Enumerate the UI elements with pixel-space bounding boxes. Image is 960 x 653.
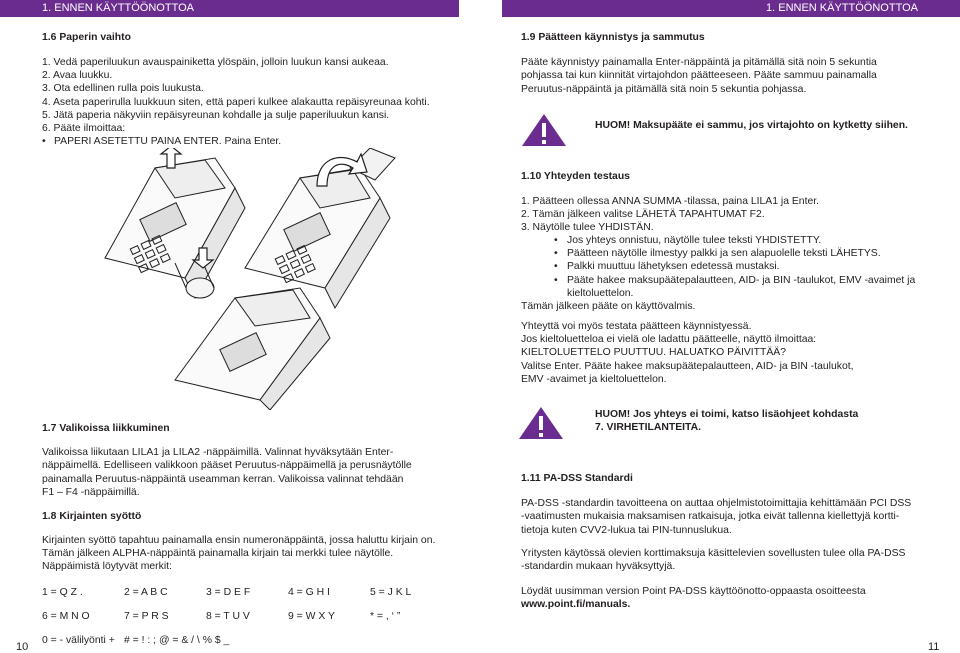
key-map: # = ! : ; @ = & / \ % $ _ <box>124 635 230 646</box>
test-bullet: • Palkki muuttuu lähetyksen edetessä mustaksi. <box>521 260 915 273</box>
menu-line: näppäimellä. Edelliseen valikkoon pääset Peruutus-näppäimellä ja perusnäytölle <box>42 460 412 472</box>
test-extra-line: Jos kieltoluetteloa ei vielä ole ladattu päätteelle, näyttö ilmoittaa: <box>521 334 817 346</box>
paper-step: 5. Jätä paperia näkyviin repäisyreunan kohdalle ja sulje paperiluukun kansi. <box>42 109 390 121</box>
test-extra-line: EMV -avaimet ja kieltoluettelon. <box>521 373 667 385</box>
letters-line: Kirjainten syöttö tapahtuu painamalla ensin numeronäppäintä, jossa haluttu kirjain on. <box>42 535 436 546</box>
key-map: 5 = J K L <box>370 587 412 598</box>
key-map: 8 = T U V <box>206 611 250 622</box>
pdss-line: PA-DSS -standardin tavoitteena on auttaa ohjelmistotoimittajia kehittämään PCI DSS <box>521 498 912 509</box>
test-bullet-cont: kieltoluettelon. <box>567 287 634 299</box>
pdss-text-2 <box>521 547 905 574</box>
letters-line: Tämän jälkeen ALPHA-näppäintä painamalla kirjain tai merkki tulee näytölle. <box>42 547 394 559</box>
test-step: 3. Näytölle tulee YHDISTÄN. <box>521 222 654 234</box>
startup-line: pohjassa tai kun kiinnität virtajohdon päätteeseen. Pääte sammuu painamalla <box>521 70 877 82</box>
test-steps <box>521 195 915 313</box>
paper-heading: 1.6 Paperin vaihto <box>42 32 131 43</box>
pdss-text <box>521 497 911 537</box>
paper-step: 6. Pääte ilmoittaa: <box>42 123 126 135</box>
pdss-line: -standardin mukaan hyväksyttyjä. <box>521 561 676 573</box>
pdss-link[interactable]: www.point.fi/manuals. <box>521 599 631 611</box>
pdss-text-3 <box>521 585 866 612</box>
startup-line: Pääte käynnistyy painamalla Enter-näppäintä ja pitämällä sitä noin 5 sekuntia <box>521 57 877 68</box>
menu-line: Valikoissa liikutaan LILA1 ja LILA2 -näppäimillä. Valinnat hyväksytään Enter- <box>42 447 394 458</box>
test-step: 1. Päätteen ollessa ANNA SUMMA -tilassa, paina LILA1 ja Enter. <box>521 196 820 207</box>
paper-bullet: • PAPERI ASETETTU PAINA ENTER. Paina Enter. <box>42 135 430 148</box>
header-bar-left <box>0 0 459 17</box>
header-title-right: 1. ENNEN KÄYTTÖÖNOTTOA <box>766 2 918 14</box>
pdss-heading: 1.11 PA-DSS Standardi <box>521 473 633 484</box>
conn-warning <box>595 408 858 434</box>
test-heading: 1.10 Yhteyden testaus <box>521 171 630 182</box>
test-extra-line: KIELTOLUETTELO PUUTTUU. HALUATKO PÄIVITTÄÄ? <box>521 347 787 359</box>
menu-line: painamalla Peruutus-näppäintä useamman kerran. Valikoissa valinnat tehdään <box>42 473 404 485</box>
letters-text <box>42 535 435 573</box>
conn-warning-line: HUOM! Jos yhteys ei toimi, katso lisäohjeet kohdasta <box>595 409 859 420</box>
pdss-line: Löydät uusimman version Point PA-DSS käyttöönotto-oppaasta osoitteesta <box>521 586 866 597</box>
test-bullet: • Päätteen näytölle ilmestyy palkki ja sen alapuolelle teksti LÄHETYS. <box>521 247 915 260</box>
test-extra <box>521 320 854 386</box>
page-number-left: 10 <box>16 641 29 653</box>
paper-step: 4. Aseta paperirulla luukkuun siten, että paperi kulkee alakautta repäisyreunaa kohti. <box>42 96 430 108</box>
conn-warning-line: 7. VIRHETILANTEITA. <box>595 422 702 433</box>
test-step: 2. Tämän jälkeen valitse LÄHETÄ TAPAHTUMAT F2. <box>521 209 765 221</box>
paper-step: 2. Avaa luukku. <box>42 70 113 82</box>
test-bullet: • Pääte hakee maksupäätepalautteen, AID- ja BIN -taulukot, EMV -avaimet ja <box>521 274 915 287</box>
test-extra-line: Yhteyttä voi myös testata päätteen käynnistyessä. <box>521 321 752 332</box>
letters-line: Näppäimistä löytyvät merkit: <box>42 560 172 572</box>
paper-step: 3. Ota edellinen rulla pois luukusta. <box>42 83 204 95</box>
menu-line: F1 – F4 -näppäimillä. <box>42 486 140 498</box>
startup-heading: 1.9 Päätteen käynnistys ja sammutus <box>521 32 705 43</box>
keys-row-3 <box>42 634 229 648</box>
paper-step: 1. Vedä paperiluukun avauspainiketta ylöspäin, jolloin luukun kansi aukeaa. <box>42 57 389 68</box>
warning-triangle-icon <box>521 113 567 147</box>
key-map: 7 = P R S <box>124 611 169 622</box>
key-map: 6 = M N O <box>42 611 90 622</box>
pdss-line: -vaatimusten mukaisia maksamisen ratkaisuja, jotka eivät tallenna kiellettyjä kortti- <box>521 511 900 523</box>
page-number-right: 11 <box>928 641 940 653</box>
letters-heading: 1.8 Kirjainten syöttö <box>42 511 142 522</box>
header-bar-right <box>502 0 960 17</box>
key-map: 3 = D E F <box>206 587 251 598</box>
startup-text <box>521 56 877 96</box>
test-after: Tämän jälkeen pääte on käyttövalmis. <box>521 300 696 312</box>
header-title-left: 1. ENNEN KÄYTTÖÖNOTTOA <box>42 2 194 14</box>
keys-row-2 <box>42 610 452 624</box>
keys-row-1 <box>42 586 452 600</box>
key-map: 9 = W X Y <box>288 611 335 622</box>
payment-terminal-illustration <box>95 148 435 410</box>
key-map: 1 = Q Z . <box>42 587 83 598</box>
key-map: 4 = G H I <box>288 587 330 598</box>
menu-heading: 1.7 Valikoissa liikkuminen <box>42 423 170 434</box>
startup-warning: HUOM! Maksupääte ei sammu, jos virtajohto on kytketty siihen. <box>595 120 908 131</box>
key-map: * = , ‘ ” <box>370 611 401 622</box>
key-map: 0 = - välilyönti + <box>42 635 115 646</box>
test-extra-line: Valitse Enter. Pääte hakee maksupäätepalautteen, AID- ja BIN -taulukot, <box>521 360 854 372</box>
key-map: 2 = A B C <box>124 587 168 598</box>
pdss-line: Yritysten käytössä olevien korttimaksuja käsittelevien sovellusten tulee olla PA-DSS <box>521 548 906 559</box>
startup-line: Peruutus-näppäintä ja pitämällä sitä noin 5 sekuntia pohjassa. <box>521 83 807 95</box>
pdss-line: tietoja kuten CVV2-lukua tai PIN-tunnuslukua. <box>521 524 732 536</box>
menu-text <box>42 446 412 499</box>
test-bullet: • Jos yhteys onnistuu, näytölle tulee teksti YHDISTETTY. <box>521 234 915 247</box>
warning-triangle-icon <box>518 406 564 440</box>
paper-steps <box>42 56 430 148</box>
